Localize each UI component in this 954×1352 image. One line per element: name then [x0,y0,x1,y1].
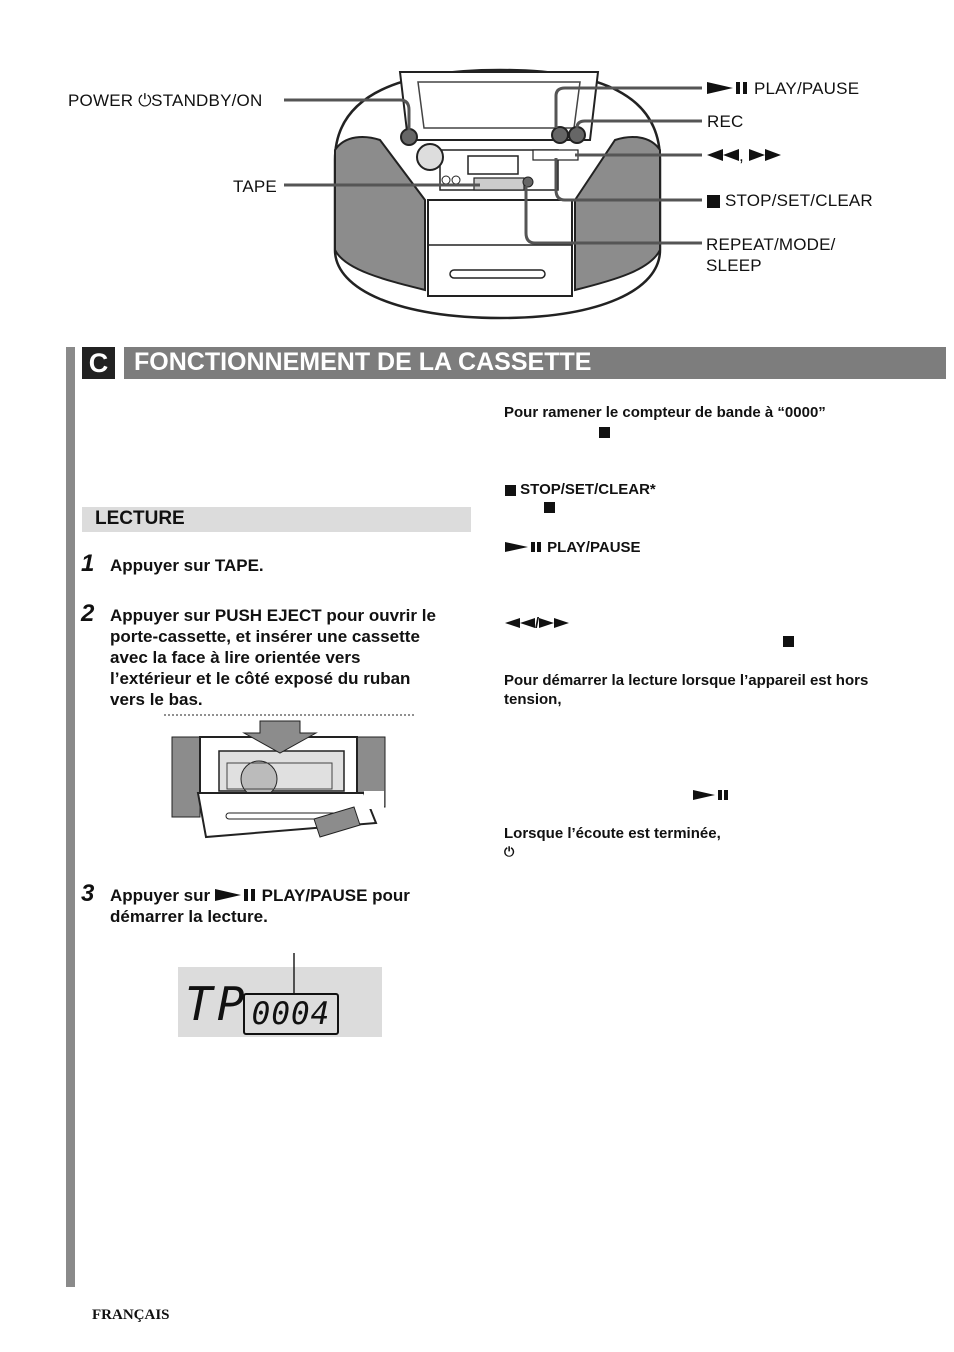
label-rew-ff: , [707,146,781,166]
boombox-diagram [0,0,954,330]
rewind-icon [707,148,739,162]
label-play-pause: PLAY/PAUSE [707,79,859,99]
label-tape: TAPE [233,177,277,196]
lcd-pointer-line [292,953,296,995]
stop-icon [599,427,610,438]
rew-ff-label: / [505,614,569,633]
lcd-counter: 0004 [243,993,339,1035]
play-pause-label: PLAY/PAUSE [505,538,641,557]
power-icon: ⏻ [138,91,152,110]
label-stop: STOP/SET/CLEAR [707,191,873,211]
finish-heading: Lorsque l’écoute est terminée, [504,825,721,842]
play-pause-icon [215,888,257,902]
stop-icon [505,485,516,496]
play-pause-icon [707,81,749,95]
label-power: POWER ⏻STANDBY/ON [68,91,263,110]
step-3-number: 3 [81,880,95,907]
stop-icon [707,195,720,208]
section-letter: C [82,347,115,379]
step-2-number: 2 [81,600,95,627]
step-3-text: Appuyer sur PLAY/PAUSE pour démarrer la lecture. [110,886,410,926]
fast-forward-icon [539,617,569,629]
label-rec: REC [707,112,744,131]
play-pause-icon [505,541,543,553]
step-1-text: Appuyer sur TAPE. [110,556,264,575]
step-2-text: Appuyer sur PUSH EJECT pour ouvrir le porte-cassette, et insérer une cassette avec la face à lire orientée vers l’extérieur et le côté exposé du ruban vers le bas. [110,606,436,709]
power-icon: ⏻ [504,844,515,859]
play-pause-icon [693,789,729,801]
subsection-title: LECTURE [95,508,185,529]
label-repeat: REPEAT/MODE/ SLEEP [706,235,836,275]
rewind-icon [505,617,535,629]
section-sidebar [66,347,75,1287]
stop-icon [544,502,555,513]
stop-set-clear-label: STOP/SET/CLEAR* [505,480,656,499]
stop-icon [783,636,794,647]
section-title: FONCTIONNEMENT DE LA CASSETTE [134,348,592,376]
fast-forward-icon [749,148,781,162]
cassette-insert-illustration [164,713,416,843]
lcd-letters: TP [185,977,249,1031]
footer-language: FRANÇAIS [92,1307,170,1323]
start-playback-heading: Pour démarrer la lecture lorsque l’appareil est hors tension, [504,672,869,708]
reset-counter-heading: Pour ramener le compteur de bande à “0000” [504,404,826,421]
step-1-number: 1 [81,550,95,577]
